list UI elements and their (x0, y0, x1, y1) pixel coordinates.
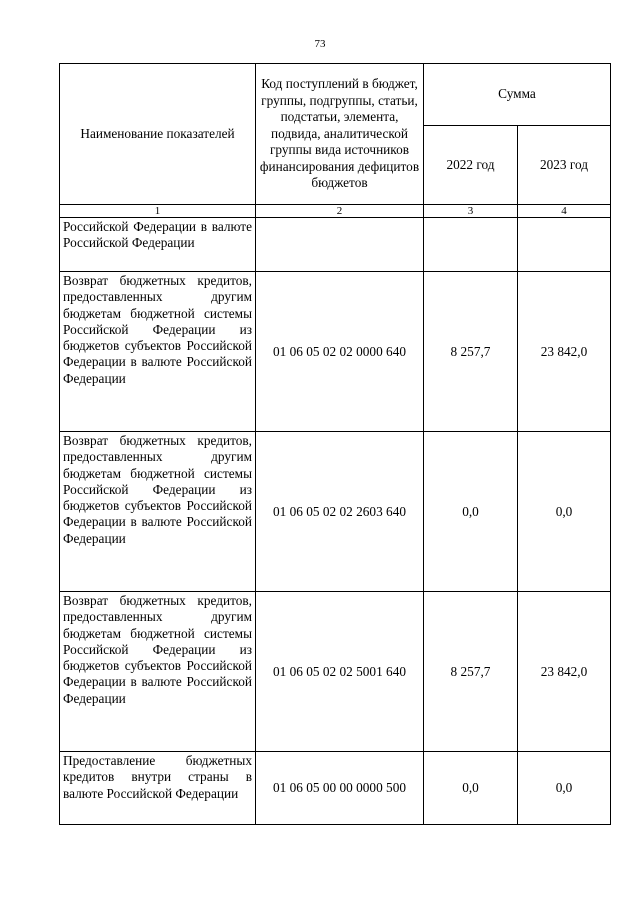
header-sum: Сумма (424, 64, 611, 126)
row-value-2023: 0,0 (518, 432, 611, 592)
row-value-2023: 23 842,0 (518, 592, 611, 752)
column-number-1: 1 (60, 205, 256, 218)
header-year-2022: 2022 год (424, 126, 518, 205)
column-number-3: 3 (424, 205, 518, 218)
row-code (256, 218, 424, 272)
row-value-2023 (518, 218, 611, 272)
row-name: Предоставление бюджетных кредитов внутри страны в валюте Российской Федерации (60, 752, 256, 825)
row-name: Российской Федерации в валюте Российской Федерации (60, 218, 256, 272)
header-code: Код поступлений в бюджет, группы, подгруппы, статьи, подстатьи, элемента, подвида, аналитической группы вида источников финансирования дефицитов бюджетов (256, 64, 424, 205)
row-value-2022: 8 257,7 (424, 592, 518, 752)
table-row (60, 592, 611, 752)
row-code: 01 06 05 00 00 0000 500 (256, 752, 424, 825)
header-year-2023: 2023 год (518, 126, 611, 205)
page-number: 73 (314, 38, 326, 50)
row-value-2022: 8 257,7 (424, 272, 518, 432)
row-code: 01 06 05 02 02 2603 640 (256, 432, 424, 592)
header-name: Наименование показателей (60, 64, 256, 205)
table-row (60, 752, 611, 825)
row-value-2023: 0,0 (518, 752, 611, 825)
row-value-2023: 23 842,0 (518, 272, 611, 432)
column-number-4: 4 (518, 205, 611, 218)
row-name: Возврат бюджетных кредитов, предоставленных другим бюджетам бюджетной системы Российской Федерации из бюджетов субъектов Российской Федерации в валюте Российской Федерации (60, 592, 256, 752)
table-row (60, 272, 611, 432)
row-name: Возврат бюджетных кредитов, предоставленных другим бюджетам бюджетной системы Российской Федерации из бюджетов субъектов Российской Федерации в валюте Российской Федерации (60, 272, 256, 432)
column-number-2: 2 (256, 205, 424, 218)
budget-sources-table (59, 63, 611, 825)
table-row (60, 218, 611, 272)
row-code: 01 06 05 02 02 0000 640 (256, 272, 424, 432)
row-value-2022: 0,0 (424, 752, 518, 825)
row-value-2022: 0,0 (424, 432, 518, 592)
row-code: 01 06 05 02 02 5001 640 (256, 592, 424, 752)
row-name: Возврат бюджетных кредитов, предоставленных другим бюджетам бюджетной системы Российской Федерации из бюджетов субъектов Российской Федерации в валюте Российской Федерации (60, 432, 256, 592)
table-row (60, 432, 611, 592)
row-value-2022 (424, 218, 518, 272)
